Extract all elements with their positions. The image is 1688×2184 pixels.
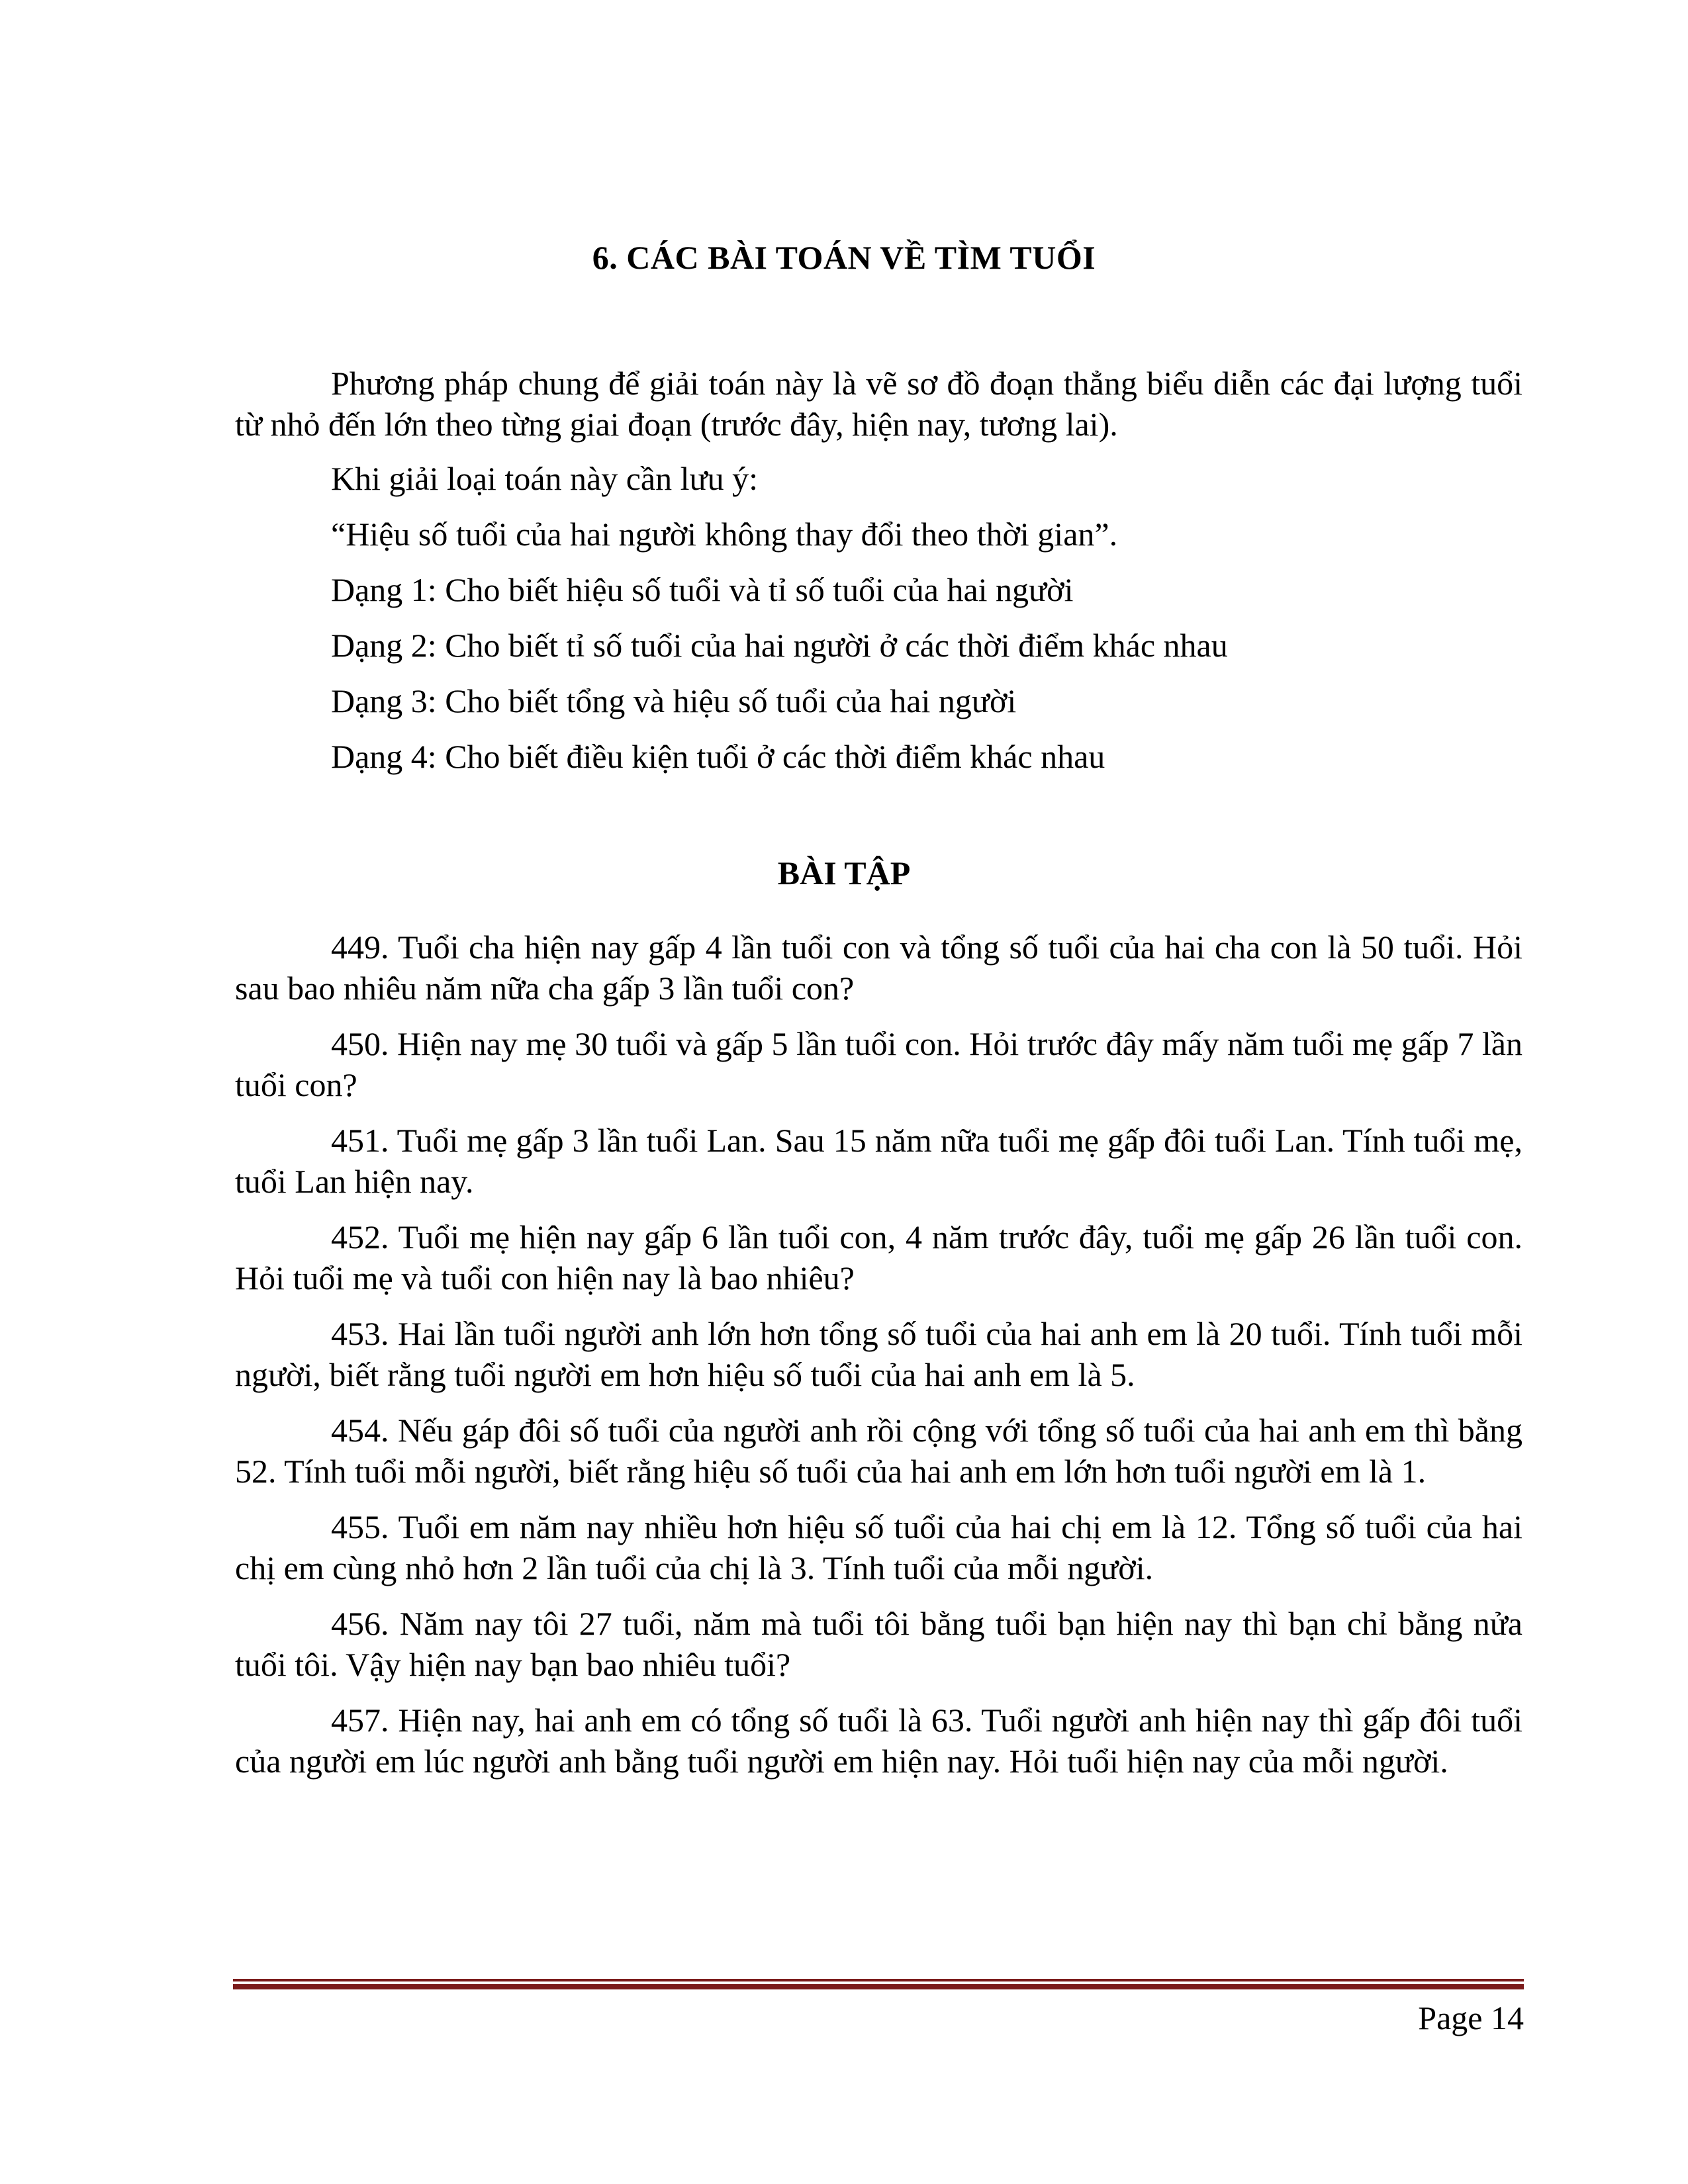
exercises-list — [235, 927, 1523, 1796]
exercise-item: 457. Hiện nay, hai anh em có tổng số tuổi là 63. Tuổi người anh hiện nay thì gấp đôi tuổi của người em lúc người anh bằng tuổi người em hiện nay. Hỏi tuổi hiện nay của mỗi người. — [235, 1702, 1523, 1780]
method-paragraph: Phương pháp chung để giải toán này là vẽ sơ đồ đoạn thẳng biểu diễn các đại lượng tuổi từ nhỏ đến lớn theo từng giai đoạn (trước đây, hiện nay, tương lai). — [235, 365, 1523, 443]
exercise-item: 450. Hiện nay mẹ 30 tuổi và gấp 5 lần tuổi con. Hỏi trước đây mấy năm tuổi mẹ gấp 7 lần tuổi con? — [235, 1025, 1523, 1103]
type-item: Dạng 3: Cho biết tổng và hiệu số tuổi của hai người — [331, 682, 1017, 719]
exercises-heading: BÀI TẬP — [777, 854, 911, 891]
page-number: Page 14 — [1418, 1999, 1524, 2036]
page-title: 6. CÁC BÀI TOÁN VỀ TÌM TUỔI — [592, 239, 1096, 276]
exercise-item: 455. Tuổi em năm nay nhiều hơn hiệu số tuổi của hai chị em là 12. Tổng số tuổi của hai chị em cùng nhỏ hơn 2 lần tuổi của chị là 3. Tính tuổi của mỗi người. — [235, 1508, 1523, 1586]
type-item: Dạng 4: Cho biết điều kiện tuổi ở các thời điểm khác nhau — [331, 738, 1105, 775]
exercise-item: 456. Năm nay tôi 27 tuổi, năm mà tuổi tôi bằng tuổi bạn hiện nay thì bạn chỉ bằng nửa tuổi tôi. Vậy hiện nay bạn bao nhiêu tuổi? — [235, 1605, 1523, 1683]
exercise-item: 449. Tuổi cha hiện nay gấp 4 lần tuổi con và tổng số tuổi của hai cha con là 50 tuổi. Hỏi sau bao nhiêu năm nữa cha gấp 3 lần tuổi con? — [235, 929, 1523, 1007]
type-item: Dạng 1: Cho biết hiệu số tuổi và tỉ số tuổi của hai người — [331, 571, 1074, 608]
note-paragraph: Khi giải loại toán này cần lưu ý: — [331, 460, 758, 497]
exercise-item: 452. Tuổi mẹ hiện nay gấp 6 lần tuổi con, 4 năm trước đây, tuổi mẹ gấp 26 lần tuổi con. Hỏi tuổi mẹ và tuổi con hiện nay là bao nhiêu? — [235, 1218, 1523, 1297]
intro-section — [235, 363, 1523, 792]
footer-divider-thick — [233, 1984, 1524, 1989]
exercise-item: 453. Hai lần tuổi người anh lớn hơn tổng số tuổi của hai anh em là 20 tuổi. Tính tuổi mỗi người, biết rằng tuổi người em hơn hiệu số tuổi của hai anh em là 5. — [235, 1315, 1523, 1393]
type-item: Dạng 2: Cho biết tỉ số tuổi của hai người ở các thời điểm khác nhau — [331, 627, 1228, 664]
exercise-item: 451. Tuổi mẹ gấp 3 lần tuổi Lan. Sau 15 năm nữa tuổi mẹ gấp đôi tuổi Lan. Tính tuổi mẹ, tuổi Lan hiện nay. — [235, 1122, 1523, 1200]
exercise-item: 454. Nếu gáp đôi số tuổi của người anh rồi cộng với tổng số tuổi của hai anh em thì bằng 52. Tính tuổi mỗi người, biết rằng hiệu số tuổi của hai anh em lớn hơn tuổi người em là 1. — [235, 1412, 1523, 1490]
footer-divider-thin — [233, 1979, 1524, 1981]
quote-paragraph: “Hiệu số tuổi của hai người không thay đổi theo thời gian”. — [331, 516, 1118, 553]
footer-divider — [233, 1979, 1524, 1989]
